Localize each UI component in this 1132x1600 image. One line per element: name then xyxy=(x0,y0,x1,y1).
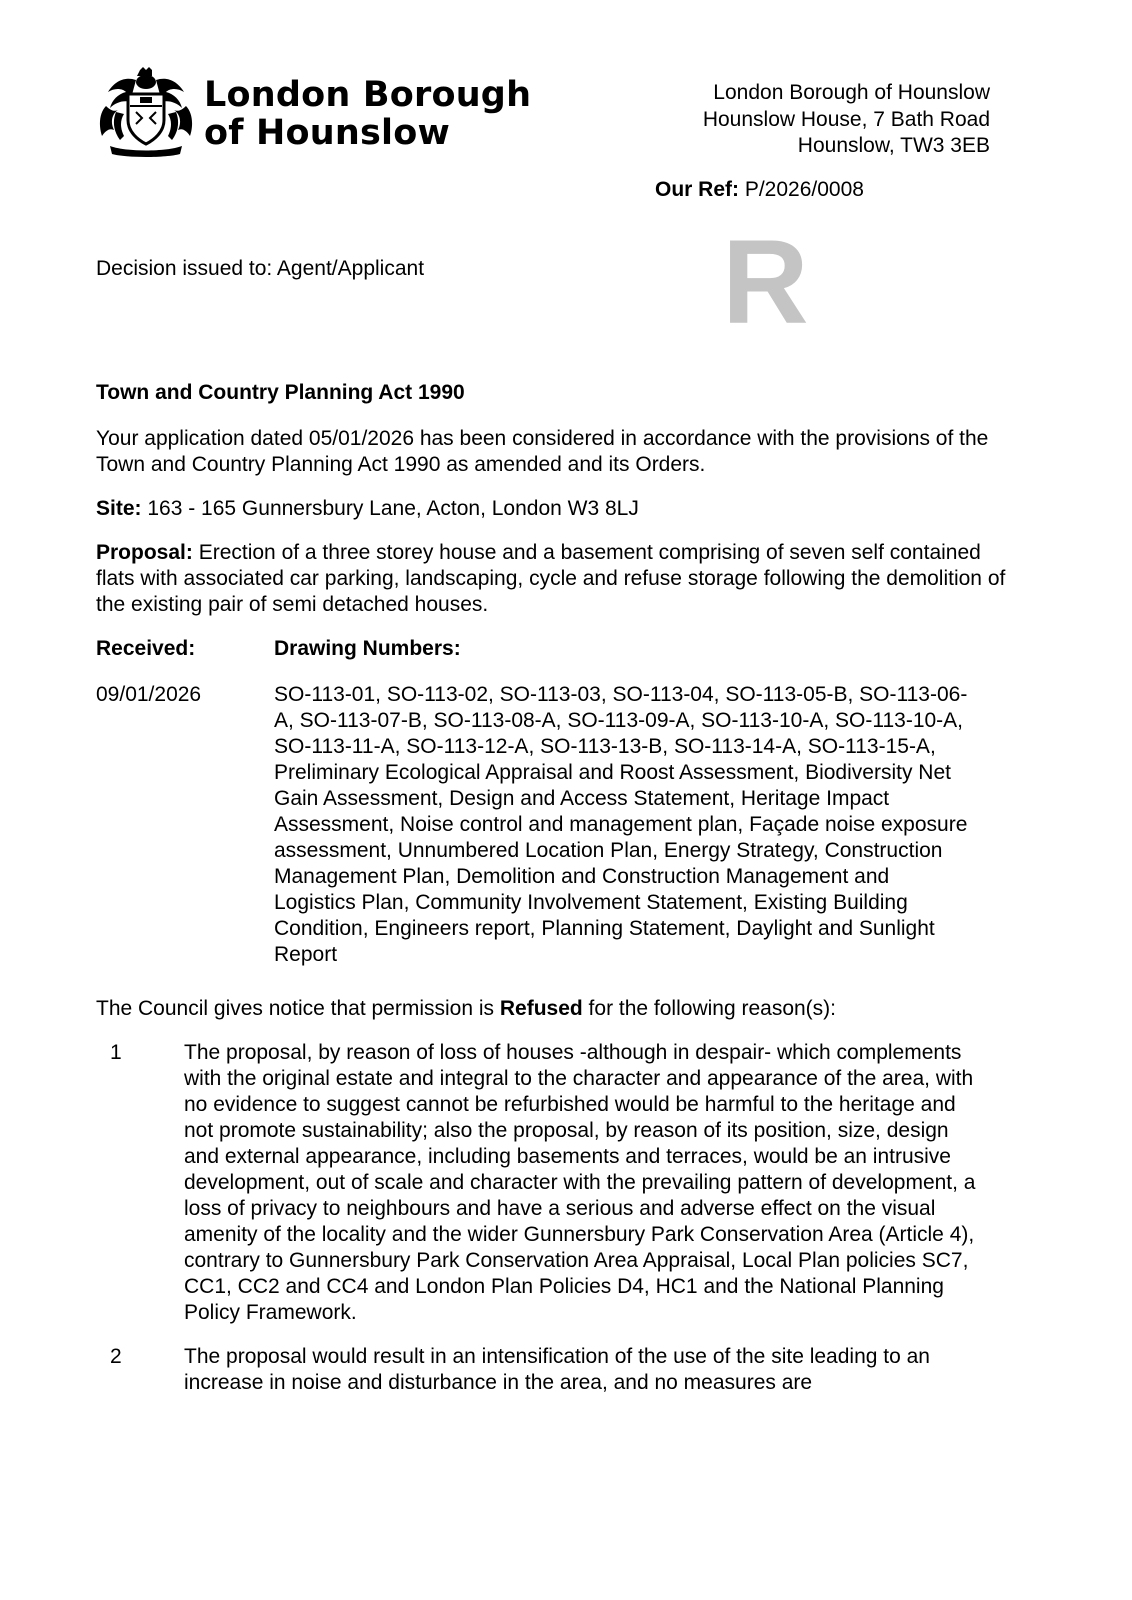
drawing-numbers-list: SO-113-01, SO-113-02, SO-113-03, SO-113-04, SO-113-05-B, SO-113-06-A, SO-113-07-B, SO-113-08-A, SO-113-09-A, SO-113-10-A, SO-113-10-A, SO-113-11-A, SO-113-12-A, SO-113-13-B, SO-113-14-A, SO-113-15-A, Preliminary Ecological Appraisal and Roost Assessment, Biodiversity Net Gain Assessment, Design and Access Statement, Heritage Impact Assessment, Noise control and management plan, Façade noise exposure assessment, Unnumbered Location Plan, Energy Strategy, Construction Management Plan, Demolition and Construction Management and Logistics Plan, Community Involvement Statement, Existing Building Condition, Engineers report, Planning Statement, Daylight and Sunlight Report xyxy=(274,683,968,966)
notice-decision: Refused xyxy=(499,997,583,1020)
drawings-header-row xyxy=(96,636,1016,662)
address-line-2: Hounslow House, 7 Bath Road xyxy=(702,107,990,131)
notice-suffix: for the following reason(s): xyxy=(582,997,837,1020)
our-ref-value: P/2026/0008 xyxy=(744,178,864,201)
reason-text: The proposal would result in an intensification of the use of the site leading to an increase in noise and disturbance in the area, and no measures are xyxy=(184,1345,930,1394)
received-header: Received: xyxy=(96,637,196,660)
our-ref-label: Our Ref: xyxy=(655,178,739,201)
reason-item xyxy=(96,1344,1016,1396)
act-title: Town and Country Planning Act 1990 xyxy=(96,381,465,404)
decision-mark: R xyxy=(722,215,809,349)
proposal-paragraph xyxy=(96,540,1016,618)
intro-paragraph: Your application dated 05/01/2026 has been considered in accordance with the provisions of the Town and Country Planning Act 1990 as amended and its Orders. xyxy=(96,427,989,476)
reasons-list xyxy=(96,1040,1016,1396)
proposal-value: Erection of a three storey house and a basement comprising of seven self contained flats with associated car parking, landscaping, cycle and refuse storage following the demolition of the existing pair of semi detached houses. xyxy=(96,541,1006,616)
notice-body xyxy=(96,380,1016,1414)
decision-issued-to: Decision issued to: Agent/Applicant xyxy=(96,257,425,280)
reason-item xyxy=(96,1040,1016,1326)
site-value: 163 - 165 Gunnersbury Lane, Acton, London W3 8LJ xyxy=(147,497,639,520)
proposal-label: Proposal: xyxy=(96,541,193,564)
logo-line-2: of Hounslow xyxy=(204,113,451,153)
address-line-3: Hounslow, TW3 3EB xyxy=(797,134,990,157)
borough-crest-icon xyxy=(96,66,196,158)
site-paragraph xyxy=(96,496,1016,522)
reason-number: 1 xyxy=(110,1041,122,1064)
borough-logo-text xyxy=(204,76,531,152)
drawings-row xyxy=(96,682,1016,968)
reason-number: 2 xyxy=(110,1345,122,1368)
site-label: Site: xyxy=(96,497,142,520)
refusal-notice xyxy=(96,996,1016,1022)
council-address xyxy=(703,80,990,160)
received-date: 09/01/2026 xyxy=(96,683,202,706)
our-reference xyxy=(655,178,864,202)
notice-prefix: The Council gives notice that permission is xyxy=(96,997,500,1020)
address-line-1: London Borough of Hounslow xyxy=(713,81,990,104)
logo-line-1: London Borough xyxy=(204,75,532,115)
drawing-numbers-header: Drawing Numbers: xyxy=(274,637,461,660)
reason-text: The proposal, by reason of loss of houses -although in despair- which complements with the original estate and integral to the character and appearance of the area, with no evidence to suggest cannot be refurbished would be harmful to the heritage and not promote sustainability; also the proposal, by reason of its position, size, design and external appearance, including basements and terraces, would be an intrusive development, out of scale and character with the prevailing pattern of development, a loss of privacy to neighbours and have a serious and adverse effect on the visual amenity of the locality and the wider Gunnersbury Park Conservation Area (Article 4), contrary to Gunnersbury Park Conservation Area Appraisal, Local Plan policies SC7, CC1, CC2 and CC4 and London Plan Policies D4, HC1 and the National Planning Policy Framework. xyxy=(184,1041,976,1324)
